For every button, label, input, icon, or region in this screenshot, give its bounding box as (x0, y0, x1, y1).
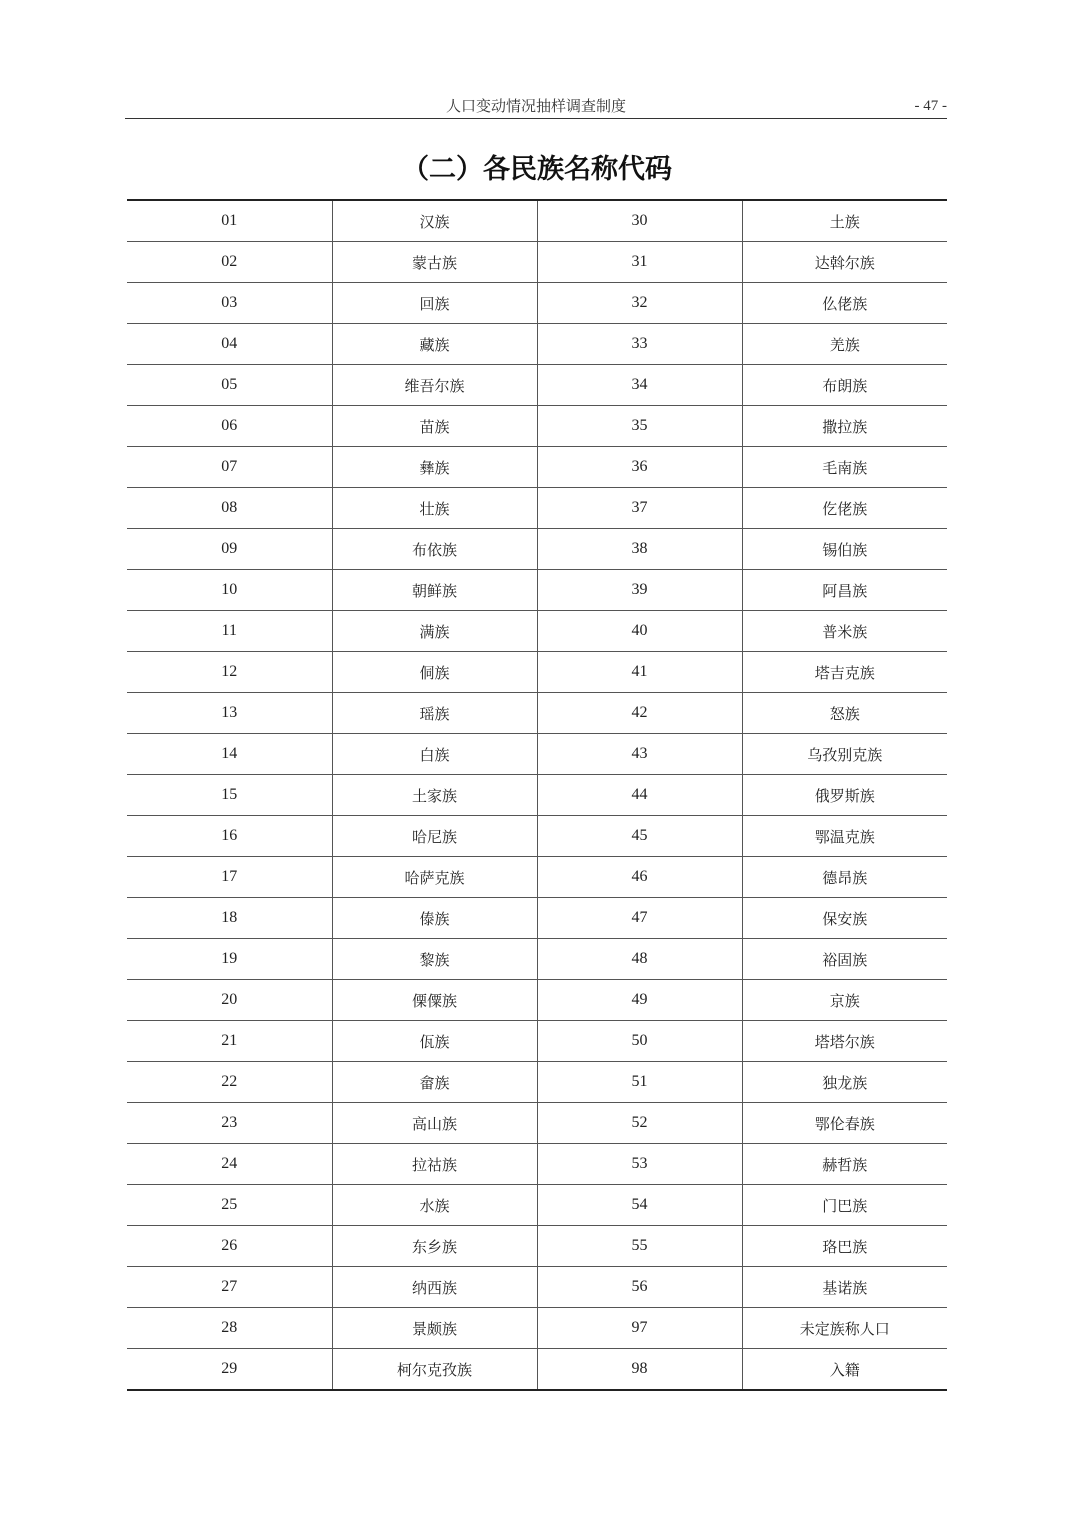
table-row (127, 447, 947, 488)
code-cell: 14 (127, 734, 332, 775)
section-title: （二）各民族名称代码 (402, 154, 672, 185)
ethnic-name-cell: 侗族 (332, 652, 537, 693)
ethnic-name-cell: 锡伯族 (742, 529, 947, 570)
code-cell: 21 (127, 1021, 332, 1062)
code-cell: 50 (537, 1021, 742, 1062)
table-row (127, 898, 947, 939)
ethnic-name-cell: 彝族 (332, 447, 537, 488)
table-row (127, 775, 947, 816)
ethnic-name-cell: 维吾尔族 (332, 365, 537, 406)
code-cell: 47 (537, 898, 742, 939)
code-cell: 39 (537, 570, 742, 611)
ethnic-name-cell: 高山族 (332, 1103, 537, 1144)
table-row (127, 242, 947, 283)
table-row (127, 857, 947, 898)
ethnic-name-cell: 阿昌族 (742, 570, 947, 611)
table-row (127, 980, 947, 1021)
ethnic-name-cell: 怒族 (742, 693, 947, 734)
ethnic-name-cell: 布依族 (332, 529, 537, 570)
ethnic-name-cell: 京族 (742, 980, 947, 1021)
code-cell: 20 (127, 980, 332, 1021)
table-row (127, 1021, 947, 1062)
code-cell: 23 (127, 1103, 332, 1144)
ethnic-name-cell: 哈尼族 (332, 816, 537, 857)
table-row (127, 570, 947, 611)
ethnic-name-cell: 汉族 (332, 200, 537, 242)
table-row (127, 365, 947, 406)
code-cell: 37 (537, 488, 742, 529)
table-row (127, 1308, 947, 1349)
code-cell: 15 (127, 775, 332, 816)
table-body (127, 200, 947, 1390)
code-cell: 49 (537, 980, 742, 1021)
ethnic-name-cell: 裕固族 (742, 939, 947, 980)
ethnic-name-cell: 普米族 (742, 611, 947, 652)
code-cell: 55 (537, 1226, 742, 1267)
code-cell: 41 (537, 652, 742, 693)
ethnic-name-cell: 乌孜别克族 (742, 734, 947, 775)
ethnic-name-cell: 纳西族 (332, 1267, 537, 1308)
page-header (125, 96, 947, 119)
ethnic-code-table (127, 199, 947, 1391)
code-cell: 35 (537, 406, 742, 447)
code-cell: 34 (537, 365, 742, 406)
table-row (127, 816, 947, 857)
table-row (127, 611, 947, 652)
ethnic-name-cell: 布朗族 (742, 365, 947, 406)
code-cell: 03 (127, 283, 332, 324)
code-cell: 25 (127, 1185, 332, 1226)
ethnic-name-cell: 白族 (332, 734, 537, 775)
code-cell: 43 (537, 734, 742, 775)
code-cell: 26 (127, 1226, 332, 1267)
code-cell: 44 (537, 775, 742, 816)
code-cell: 98 (537, 1349, 742, 1391)
code-cell: 06 (127, 406, 332, 447)
ethnic-name-cell: 拉祜族 (332, 1144, 537, 1185)
table-row (127, 406, 947, 447)
code-cell: 19 (127, 939, 332, 980)
code-cell: 45 (537, 816, 742, 857)
ethnic-name-cell: 赫哲族 (742, 1144, 947, 1185)
code-cell: 07 (127, 447, 332, 488)
table-row (127, 1226, 947, 1267)
ethnic-name-cell: 蒙古族 (332, 242, 537, 283)
code-cell: 16 (127, 816, 332, 857)
code-cell: 08 (127, 488, 332, 529)
ethnic-name-cell: 撒拉族 (742, 406, 947, 447)
code-cell: 12 (127, 652, 332, 693)
table-row (127, 1267, 947, 1308)
ethnic-name-cell: 俄罗斯族 (742, 775, 947, 816)
code-cell: 05 (127, 365, 332, 406)
ethnic-name-cell: 藏族 (332, 324, 537, 365)
code-cell: 24 (127, 1144, 332, 1185)
ethnic-name-cell: 羌族 (742, 324, 947, 365)
ethnic-name-cell: 未定族称人口 (742, 1308, 947, 1349)
table-row (127, 693, 947, 734)
ethnic-name-cell: 塔塔尔族 (742, 1021, 947, 1062)
ethnic-name-cell: 入籍 (742, 1349, 947, 1391)
code-cell: 18 (127, 898, 332, 939)
ethnic-name-cell: 德昂族 (742, 857, 947, 898)
table-row (127, 200, 947, 242)
ethnic-name-cell: 水族 (332, 1185, 537, 1226)
ethnic-name-cell: 门巴族 (742, 1185, 947, 1226)
ethnic-name-cell: 瑶族 (332, 693, 537, 734)
code-cell: 54 (537, 1185, 742, 1226)
table-row (127, 488, 947, 529)
ethnic-name-cell: 苗族 (332, 406, 537, 447)
ethnic-name-cell: 塔吉克族 (742, 652, 947, 693)
ethnic-name-cell: 满族 (332, 611, 537, 652)
code-cell: 56 (537, 1267, 742, 1308)
ethnic-name-cell: 傣族 (332, 898, 537, 939)
ethnic-name-cell: 仡佬族 (742, 488, 947, 529)
table-row (127, 1349, 947, 1391)
table-row (127, 324, 947, 365)
ethnic-name-cell: 仫佬族 (742, 283, 947, 324)
code-cell: 36 (537, 447, 742, 488)
ethnic-name-cell: 珞巴族 (742, 1226, 947, 1267)
ethnic-name-cell: 东乡族 (332, 1226, 537, 1267)
code-cell: 27 (127, 1267, 332, 1308)
code-cell: 52 (537, 1103, 742, 1144)
code-cell: 31 (537, 242, 742, 283)
ethnic-name-cell: 佤族 (332, 1021, 537, 1062)
table-row (127, 283, 947, 324)
code-cell: 01 (221, 212, 238, 229)
code-cell: 30 (537, 200, 742, 242)
code-cell: 51 (537, 1062, 742, 1103)
code-cell: 11 (127, 611, 332, 652)
code-cell: 02 (127, 242, 332, 283)
code-cell: 38 (537, 529, 742, 570)
code-cell: 22 (127, 1062, 332, 1103)
ethnic-name-cell: 柯尔克孜族 (332, 1349, 537, 1391)
ethnic-name-cell: 达斡尔族 (742, 242, 947, 283)
ethnic-name-cell: 毛南族 (742, 447, 947, 488)
ethnic-name-cell: 基诺族 (742, 1267, 947, 1308)
code-cell: 10 (127, 570, 332, 611)
table-row (127, 1062, 947, 1103)
code-cell: 33 (537, 324, 742, 365)
ethnic-name-cell: 朝鲜族 (332, 570, 537, 611)
code-cell: 32 (537, 283, 742, 324)
ethnic-name-cell: 畲族 (332, 1062, 537, 1103)
code-cell: 97 (537, 1308, 742, 1349)
code-cell: 42 (537, 693, 742, 734)
ethnic-name-cell: 景颇族 (332, 1308, 537, 1349)
code-cell: 29 (127, 1349, 332, 1391)
table-row (127, 734, 947, 775)
ethnic-name-cell: 土家族 (332, 775, 537, 816)
table-row (127, 1185, 947, 1226)
code-cell: 04 (127, 324, 332, 365)
ethnic-name-cell: 土族 (742, 200, 947, 242)
code-cell: 09 (127, 529, 332, 570)
page-number: - 47 - (914, 98, 947, 114)
ethnic-name-cell: 鄂伦春族 (742, 1103, 947, 1144)
ethnic-name-cell: 黎族 (332, 939, 537, 980)
code-cell: 53 (537, 1144, 742, 1185)
ethnic-name-cell: 壮族 (332, 488, 537, 529)
code-cell: 46 (537, 857, 742, 898)
table-row (127, 652, 947, 693)
header-title: 人口变动情况抽样调查制度 (445, 97, 626, 115)
ethnic-name-cell: 保安族 (742, 898, 947, 939)
table-row (127, 939, 947, 980)
ethnic-name-cell: 独龙族 (742, 1062, 947, 1103)
table-row (127, 1144, 947, 1185)
code-cell: 13 (127, 693, 332, 734)
code-cell: 40 (537, 611, 742, 652)
ethnic-name-cell: 傈僳族 (332, 980, 537, 1021)
ethnic-name-cell: 哈萨克族 (332, 857, 537, 898)
ethnic-name-cell: 回族 (332, 283, 537, 324)
code-cell: 48 (537, 939, 742, 980)
code-cell: 17 (127, 857, 332, 898)
table-row (127, 529, 947, 570)
ethnic-name-cell: 鄂温克族 (742, 816, 947, 857)
table-row (127, 1103, 947, 1144)
code-cell: 28 (127, 1308, 332, 1349)
